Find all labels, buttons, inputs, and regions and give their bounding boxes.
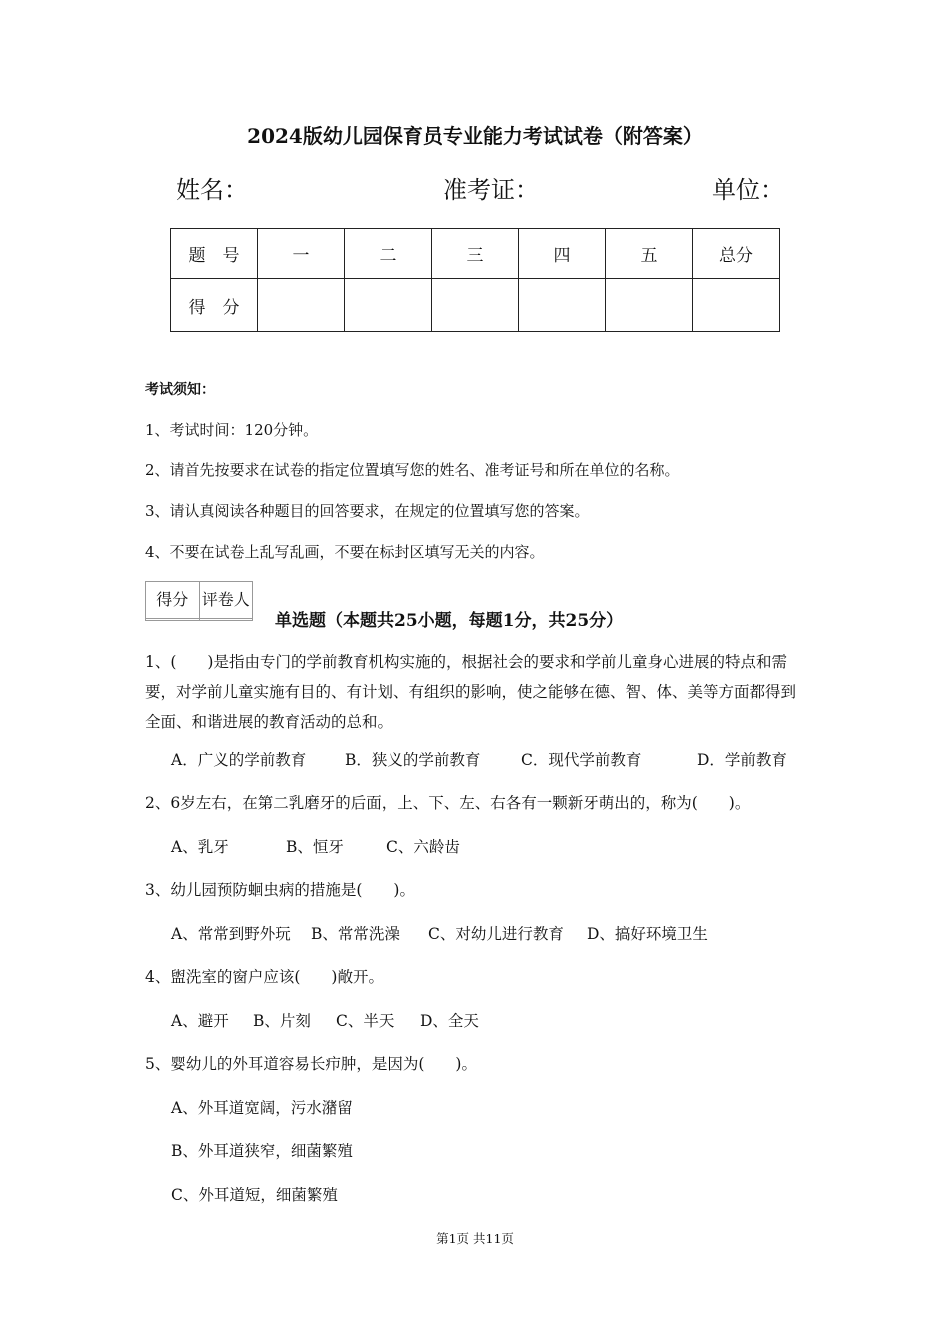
page-title: 2024版幼儿园保育员专业能力考试试卷（附答案） xyxy=(247,124,703,148)
score-input-cell[interactable] xyxy=(345,279,432,332)
question-text: 3、幼儿园预防蛔虫病的措施是( )。 xyxy=(145,881,415,899)
grader-score-cell[interactable] xyxy=(146,619,200,621)
name-field-label: 姓名： xyxy=(176,176,248,204)
unit-field-label: 单位： xyxy=(712,176,784,204)
question-text: 1、( )是指由专门的学前教育机构实施的，根据社会的要求和学前儿童身心进展的特点和需要，对学前儿童实施有目的、有计划、有组织的影响，使之能够在德、智、体、美等方面都得到全面、和谐进展的教育活动的总和。 xyxy=(145,653,797,731)
question-option[interactable]: A、避开 xyxy=(171,1012,229,1030)
grader-score-label: 得分 xyxy=(146,582,200,619)
question-option[interactable]: B、外耳道狭窄，细菌繁殖 xyxy=(171,1142,353,1160)
page-footer: 第1页 共11页 xyxy=(436,1231,514,1246)
question-option[interactable]: A、常常到野外玩 xyxy=(171,925,291,943)
question-option[interactable]: C、半天 xyxy=(336,1012,395,1030)
score-input-cell[interactable] xyxy=(519,279,606,332)
section-title: 单选题（本题共25小题，每题1分，共25分） xyxy=(275,611,624,631)
question-option[interactable]: A．广义的学前教育 xyxy=(171,751,307,769)
question-option[interactable]: C、外耳道短，细菌繁殖 xyxy=(171,1186,338,1204)
question-option[interactable]: C、对幼儿进行教育 xyxy=(428,925,564,943)
notice-rule: 2、请首先按要求在试卷的指定位置填写您的姓名、准考证号和所在单位的名称。 xyxy=(145,461,680,479)
question-option[interactable]: C．现代学前教育 xyxy=(521,751,642,769)
question-option[interactable]: A、外耳道宽阔，污水潴留 xyxy=(171,1099,353,1117)
notice-rule: 4、不要在试卷上乱写乱画，不要在标封区填写无关的内容。 xyxy=(145,543,545,561)
question-option[interactable]: A、乳牙 xyxy=(171,838,229,856)
score-row-label: 得 分 xyxy=(171,279,258,332)
score-table-cell: 题 号 xyxy=(171,229,258,279)
notice-rule: 3、请认真阅读各种题目的回答要求，在规定的位置填写您的答案。 xyxy=(145,502,590,520)
question-option[interactable]: C、六龄齿 xyxy=(386,838,460,856)
score-table-score-row xyxy=(171,279,780,332)
question-option[interactable]: B、恒牙 xyxy=(286,838,344,856)
question-text: 5、婴幼儿的外耳道容易长疖肿，是因为( )。 xyxy=(145,1055,477,1073)
score-table xyxy=(170,228,780,332)
score-input-cell[interactable] xyxy=(693,279,780,332)
grader-name-label: 评卷人 xyxy=(199,582,253,619)
question-option[interactable]: D、全天 xyxy=(420,1012,479,1030)
score-table-cell: 五 xyxy=(606,229,693,279)
score-input-cell[interactable] xyxy=(606,279,693,332)
question-option[interactable]: B．狭义的学前教育 xyxy=(345,751,481,769)
score-table-header-row xyxy=(171,229,780,279)
exam-number-field-label: 准考证： xyxy=(443,176,539,204)
question-text: 2、6岁左右，在第二乳磨牙的后面，上、下、左、右各有一颗新牙萌出的，称为( )。 xyxy=(145,794,751,812)
score-table-cell: 总分 xyxy=(693,229,780,279)
notice-rule: 1、考试时间：120分钟。 xyxy=(145,421,319,439)
score-table-cell: 四 xyxy=(519,229,606,279)
score-input-cell[interactable] xyxy=(432,279,519,332)
score-table-cell: 三 xyxy=(432,229,519,279)
score-input-cell[interactable] xyxy=(258,279,345,332)
question-option[interactable]: D、搞好环境卫生 xyxy=(587,925,708,943)
question-option[interactable]: B、常常洗澡 xyxy=(311,925,400,943)
score-table-cell: 一 xyxy=(258,229,345,279)
question-option[interactable]: D．学前教育 xyxy=(697,751,787,769)
notice-heading: 考试须知： xyxy=(145,382,215,398)
grader-name-cell[interactable] xyxy=(199,619,253,621)
grader-box xyxy=(145,581,253,621)
question-text: 4、盥洗室的窗户应该( )敞开。 xyxy=(145,968,384,986)
score-table-cell: 二 xyxy=(345,229,432,279)
question-option[interactable]: B、片刻 xyxy=(253,1012,311,1030)
